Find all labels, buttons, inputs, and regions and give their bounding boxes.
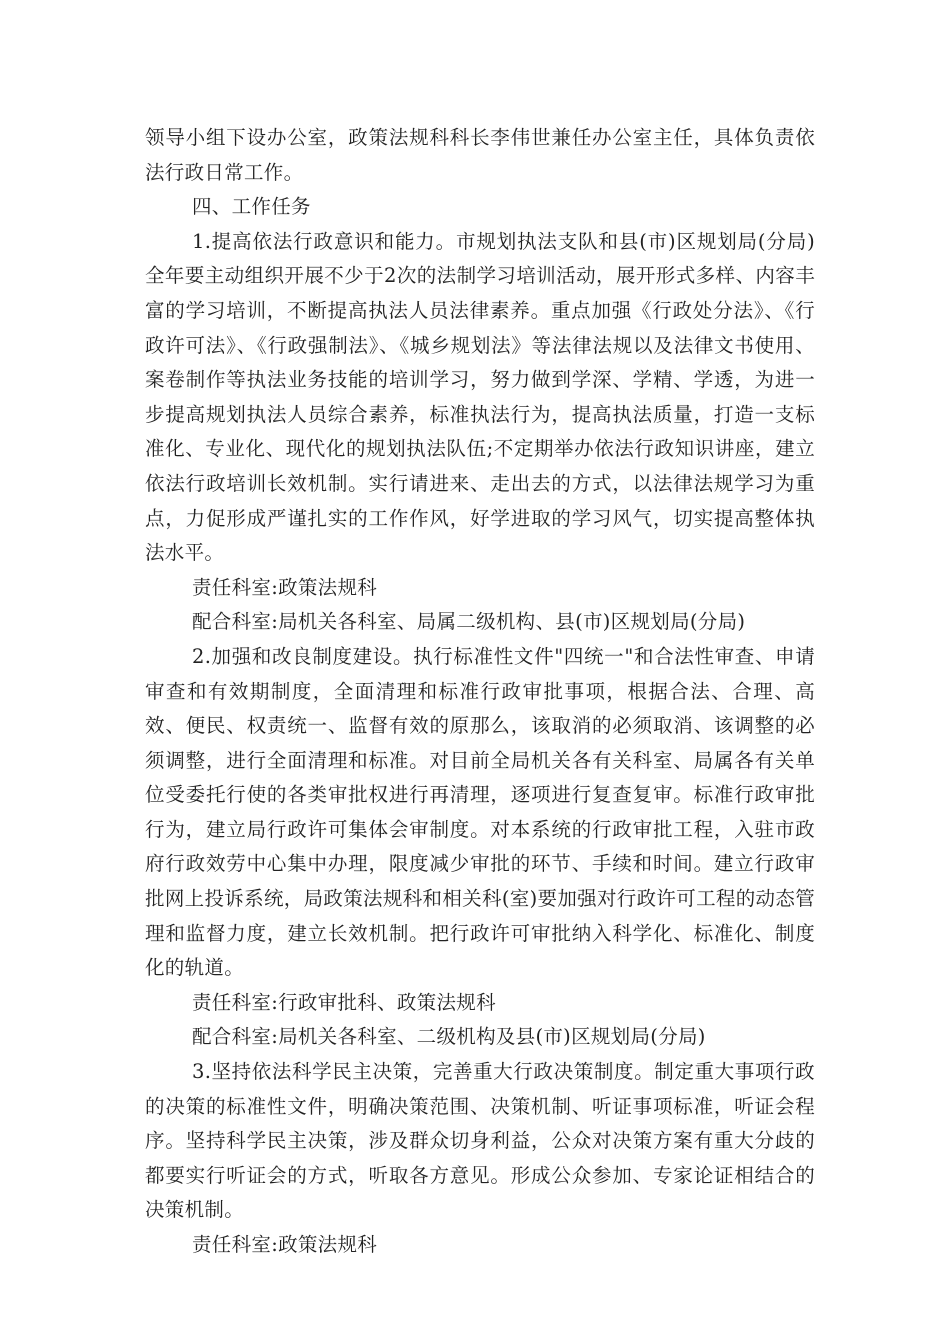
responsible-dept-1: 责任科室:政策法规科 [192,575,378,599]
responsible-dept-3: 责任科室:政策法规科 [192,1233,378,1256]
cooperating-dept-2: 配合科室:局机关各科室、二级机构及县(市)区规划局(分局) [192,1025,706,1049]
section-heading-work-tasks: 四、工作任务 [192,195,311,219]
responsible-dept-2: 责任科室:行政审批科、政策法规科 [192,990,496,1014]
cooperating-dept-1: 配合科室:局机关各科室、局属二级机构、县(市)区规划局(分局) [192,610,746,634]
paragraph-task-2: 2.加强和改良制度建设。执行标准性文件"四统一"和合法性审查、申请审查和有效期制度，全面清理和标准行政审批事项，根据合法、合理、高效、便民、权责统一、监督有效的原那么，该取消的必须取消、该调整的必须调整，进行全面清理和标准。对目前全局机关各有关科室、局属各有关单位受委托行使的各类审批权进行再清理，逐项进行复查复审。标准行政审批行为，建立局行政许可集体会审制度。对本系统的行政审批工程，入驻市政府行政效劳中心集中办理，限度减少审批的环节、手续和时间。建立行政审批网上投诉系统，局政策法规科和相关科(室)要加强对行政许可工程的动态管理和监督力度，建立长效机制。把行政许可审批纳入科学化、标准化、制度化的轨道。 [145,644,815,980]
document-body [145,121,815,1263]
paragraph-office-setup: 领导小组下设办公室，政策法规科科长李伟世兼任办公室主任，具体负责依法行政日常工作。 [145,126,815,184]
paragraph-task-3: 3.坚持依法科学民主决策，完善重大行政决策制度。制定重大事项行政的决策的标准性文件，明确决策范围、决策机制、听证事项标准，听证会程序。坚持科学民主决策，涉及群众切身利益，公众对决策方案有重大分歧的都要实行听证会的方式，听取各方意见。形成公众参加、专家论证相结合的决策机制。 [145,1060,815,1222]
paragraph-task-1: 1.提高依法行政意识和能力。市规划执法支队和县(市)区规划局(分局)全年要主动组织开展不少于2次的法制学习培训活动，展开形式多样、内容丰富的学习培训，不断提高执法人员法律素养。重点加强《行政处分法》、《行政许可法》、《行政强制法》、《城乡规划法》等法律法规以及法律文书使用、案卷制作等执法业务技能的培训学习，努力做到学深、学精、学透，为进一步提高规划执法人员综合素养，标准执法行为，提高执法质量，打造一支标准化、专业化、现代化的规划执法队伍;不定期举办依法行政知识讲座，建立依法行政培训长效机制。实行请进来、走出去的方式，以法律法规学习为重点，力促形成严谨扎实的工作作风，好学进取的学习风气，切实提高整体执法水平。 [145,229,815,565]
